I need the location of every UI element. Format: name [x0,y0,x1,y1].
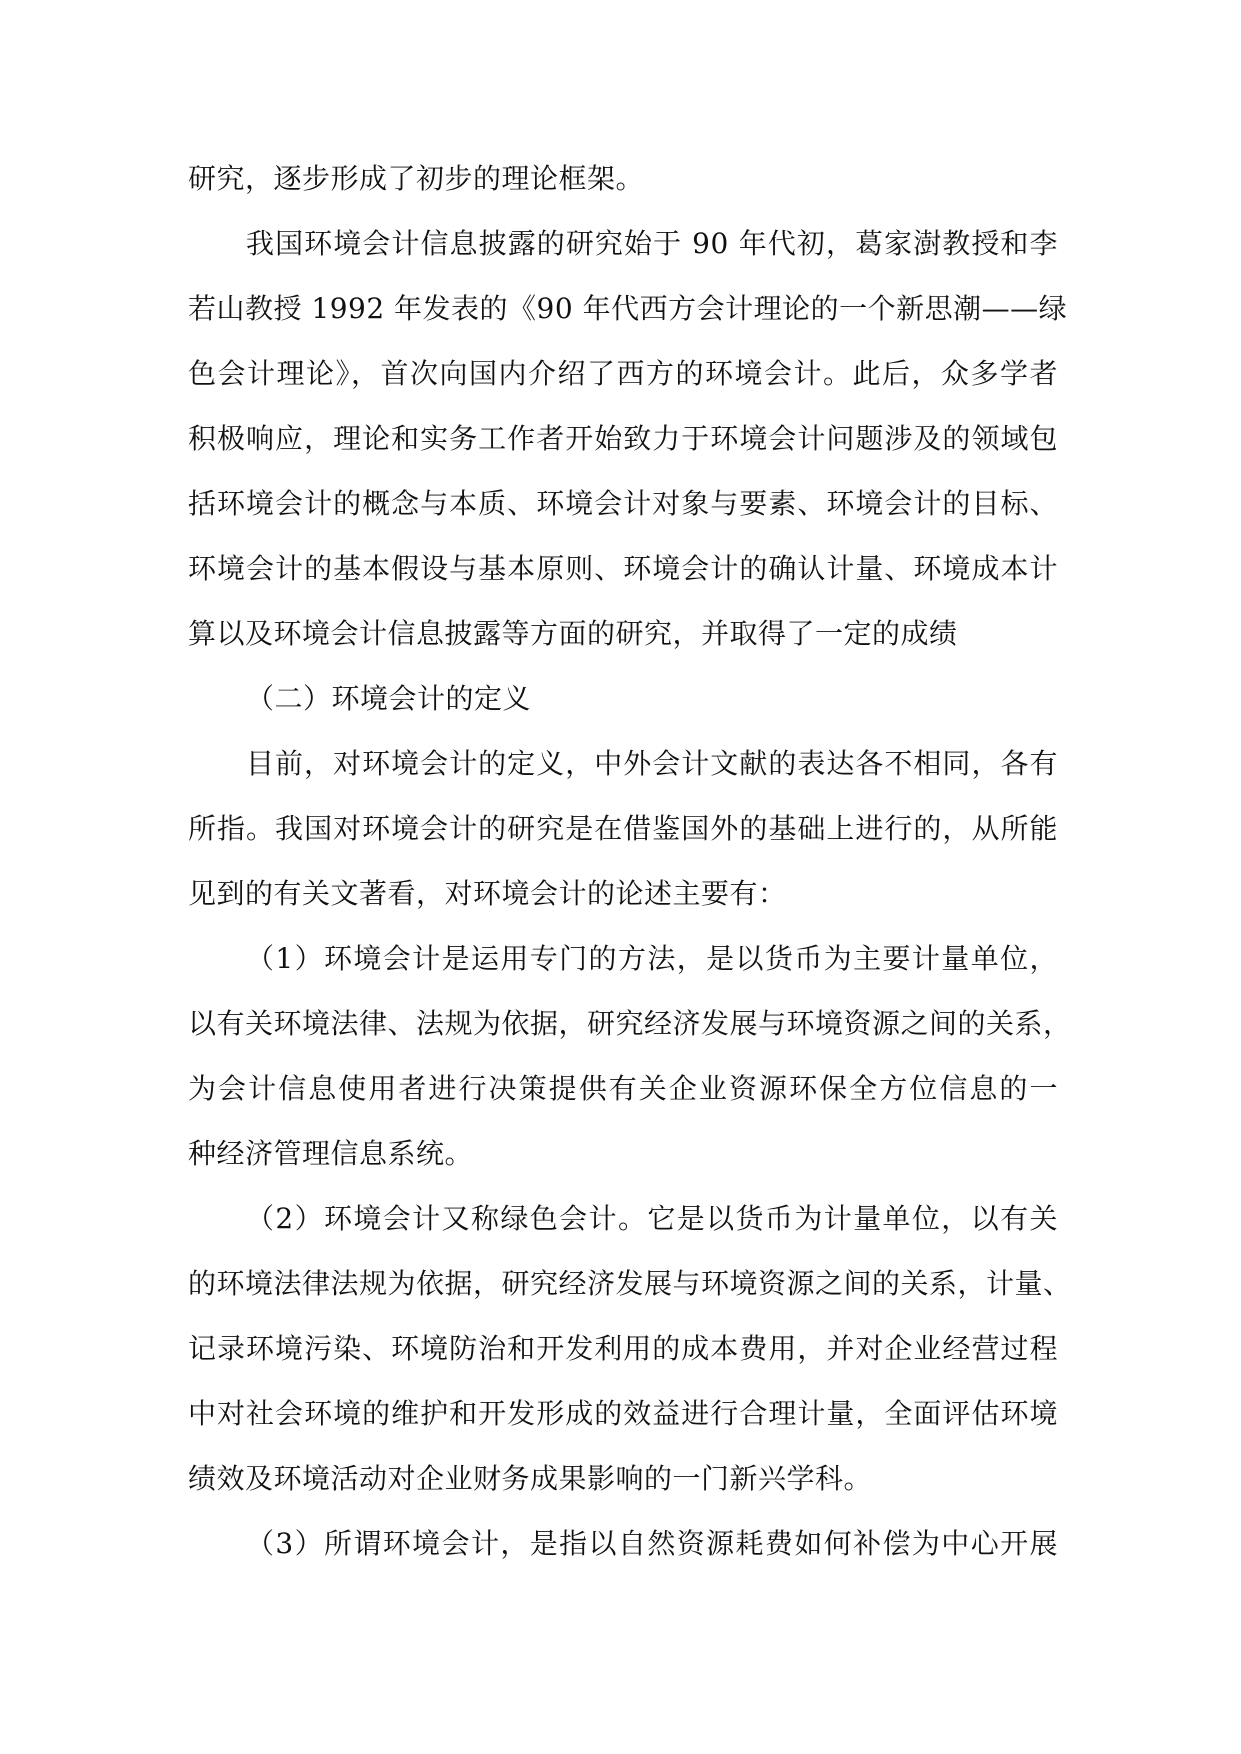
list-item-3-start: （3）所谓环境会计，是指以自然资源耗费如何补偿为中心开展 [246,1527,1058,1560]
text-line: 环境会计的基本假设与基本原则、环境会计的确认计量、环境成本计 [188,552,1058,585]
paragraph-start-line: 我国环境会计信息披露的研究始于 90 年代初，葛家澍教授和李 [246,227,1058,260]
text-line: 记录环境污染、环境防治和开发利用的成本费用，并对企业经营过程 [188,1332,1058,1365]
text-line: 积极响应，理论和实务工作者开始致力于环境会计问题涉及的领域包 [188,422,1058,455]
list-item-2-start: （2）环境会计又称绿色会计。它是以货币为计量单位，以有关 [246,1202,1058,1235]
text-line: 为会计信息使用者进行决策提供有关企业资源环保全方位信息的一 [188,1072,1058,1105]
text-line: 若山教授 1992 年发表的《90 年代西方会计理论的一个新思潮——绿 [188,292,1068,325]
list-item-1-start: （1）环境会计是运用专门的方法，是以货币为主要计量单位， [246,942,1058,975]
text-line: 的环境法律法规为依据，研究经济发展与环境资源之间的关系，计量、 [188,1267,1072,1300]
document-page [188,155,1072,1585]
section-heading: （二）环境会计的定义 [246,682,532,715]
text-line: 算以及环境会计信息披露等方面的研究，并取得了一定的成绩 [188,617,958,650]
text-line: 种经济管理信息系统。 [188,1137,474,1170]
text-line: 中对社会环境的维护和开发形成的效益进行合理计量，全面评估环境 [188,1397,1058,1430]
text-line: 括环境会计的概念与本质、环境会计对象与要素、环境会计的目标、 [188,487,1058,520]
text-line: 以有关环境法律、法规为依据，研究经济发展与环境资源之间的关系， [188,1007,1072,1040]
paragraph-start-line: 目前，对环境会计的定义，中外会计文献的表达各不相同，各有 [246,747,1058,780]
text-line: 色会计理论》，首次向国内介绍了西方的环境会计。此后，众多学者 [188,357,1058,390]
text-line: 所指。我国对环境会计的研究是在借鉴国外的基础上进行的，从所能 [188,812,1058,845]
text-line: 研究，逐步形成了初步的理论框架。 [188,162,645,195]
text-line: 见到的有关文著看，对环境会计的论述主要有： [188,877,787,910]
text-line: 绩效及环境活动对企业财务成果影响的一门新兴学科。 [188,1462,873,1495]
